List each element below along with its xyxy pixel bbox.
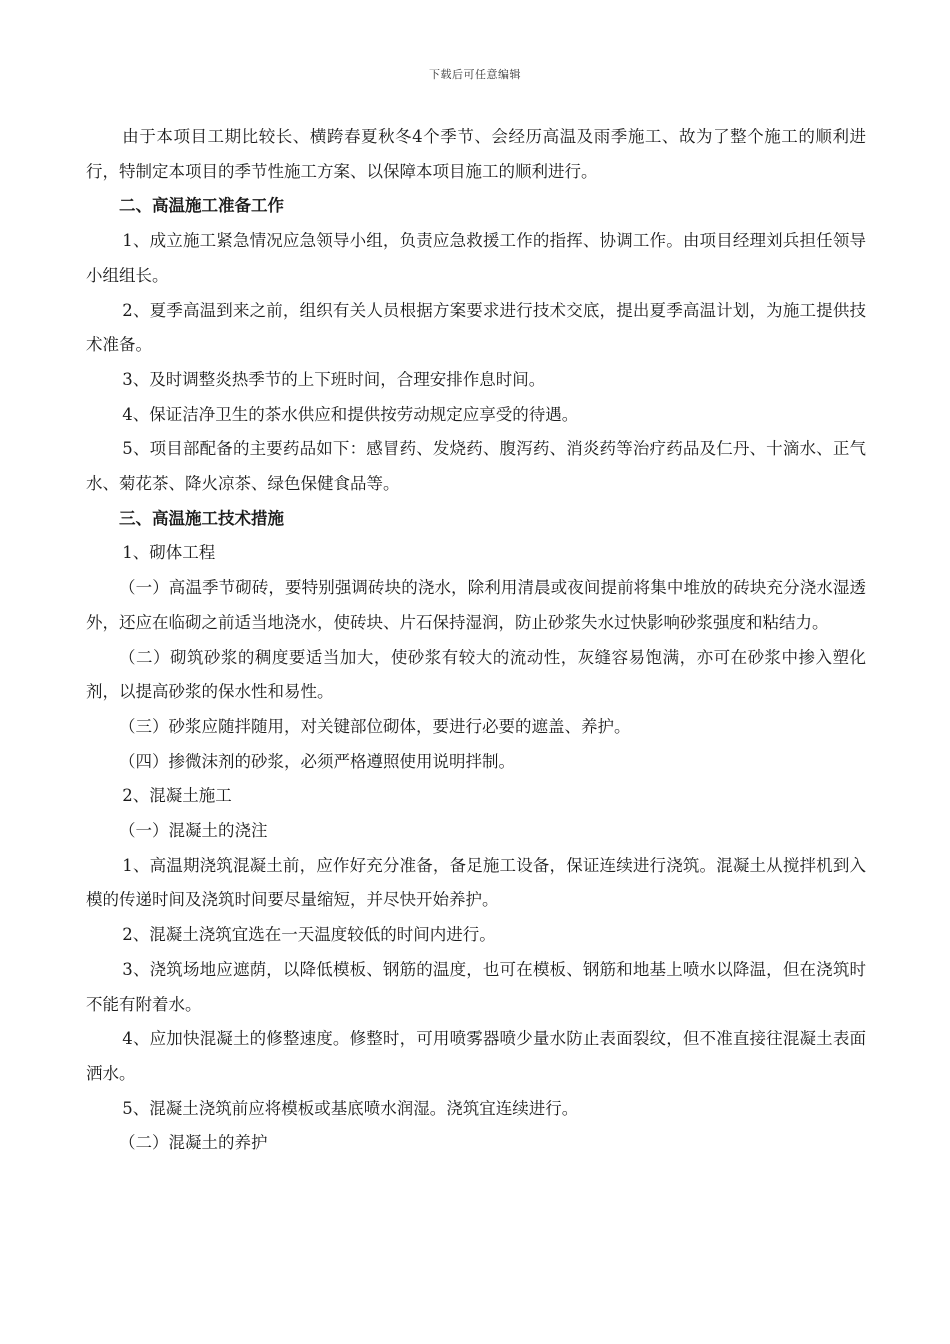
page-header-note: 下载后可任意编辑 xyxy=(429,68,521,81)
masonry-item-3: （三）砂浆应随拌随用，对关键部位砌体，要进行必要的遮盖、养护。 xyxy=(119,716,631,736)
prep-item-2: 2、夏季高温到来之前，组织有关人员根据方案要求进行技术交底，提出夏季高温计划，为施工提供技术准备。 xyxy=(86,300,866,355)
subsection-concrete: 2、混凝土施工 xyxy=(122,786,232,806)
concrete-curing-heading: （二）混凝土的养护 xyxy=(119,1133,268,1153)
subsection-masonry: 1、砌体工程 xyxy=(122,543,216,563)
prep-item-4: 4、保证洁净卫生的茶水供应和提供按劳动规定应享受的待遇。 xyxy=(122,404,579,424)
document-body xyxy=(86,120,866,1161)
intro-paragraph: 由于本项目工期比较长、横跨春夏秋冬4个季节、会经历高温及雨季施工、故为了整个施工的顺利进行，特制定本项目的季节性施工方案、以保障本项目施工的顺利进行。 xyxy=(86,127,866,181)
masonry-item-2: （二）砌筑砂浆的稠度要适当加大，使砂浆有较大的流动性，灰缝容易饱满，亦可在砂浆中掺入塑化剂，以提高砂浆的保水性和易性。 xyxy=(86,647,866,702)
pouring-item-1: 1、高温期浇筑混凝土前，应作好充分准备，备足施工设备，保证连续进行浇筑。混凝土从搅拌机到入模的传递时间及浇筑时间要尽量缩短，并尽快开始养护。 xyxy=(86,855,866,910)
masonry-item-1: （一）高温季节砌砖，要特别强调砖块的浇水，除利用清晨或夜间提前将集中堆放的砖块充分浇水湿透外，还应在临砌之前适当地浇水，使砖块、片石保持湿润，防止砂浆失水过快影响砂浆强度和粘结力。 xyxy=(86,578,866,632)
pouring-item-2: 2、混凝土浇筑宜选在一天温度较低的时间内进行。 xyxy=(122,925,496,945)
section-heading-prep: 二、高温施工准备工作 xyxy=(119,196,284,216)
pouring-item-3: 3、浇筑场地应遮荫，以降低模板、钢筋的温度，也可在模板、钢筋和地基上喷水以降温，但在浇筑时不能有附着水。 xyxy=(86,959,866,1014)
prep-item-5: 5、项目部配备的主要药品如下：感冒药、发烧药、腹泻药、消炎药等治疗药品及仁丹、十滴水、正气水、菊花茶、降火凉茶、绿色保健食品等。 xyxy=(86,439,866,494)
concrete-pouring-heading: （一）混凝土的浇注 xyxy=(119,821,268,841)
prep-item-1: 1、成立施工紧急情况应急领导小组，负责应急救援工作的指挥、协调工作。由项目经理刘兵担任领导小组组长。 xyxy=(86,231,866,285)
section-heading-measures: 三、高温施工技术措施 xyxy=(119,508,284,528)
pouring-item-4: 4、应加快混凝土的修整速度。修整时，可用喷雾器喷少量水防止表面裂纹，但不准直接往混凝土表面洒水。 xyxy=(86,1029,866,1083)
pouring-item-5: 5、混凝土浇筑前应将模板或基底喷水润湿。浇筑宜连续进行。 xyxy=(122,1098,579,1118)
prep-item-3: 3、及时调整炎热季节的上下班时间，合理安排作息时间。 xyxy=(122,369,546,389)
masonry-item-4: （四）掺微沫剂的砂浆，必须严格遵照使用说明拌制。 xyxy=(119,751,515,771)
